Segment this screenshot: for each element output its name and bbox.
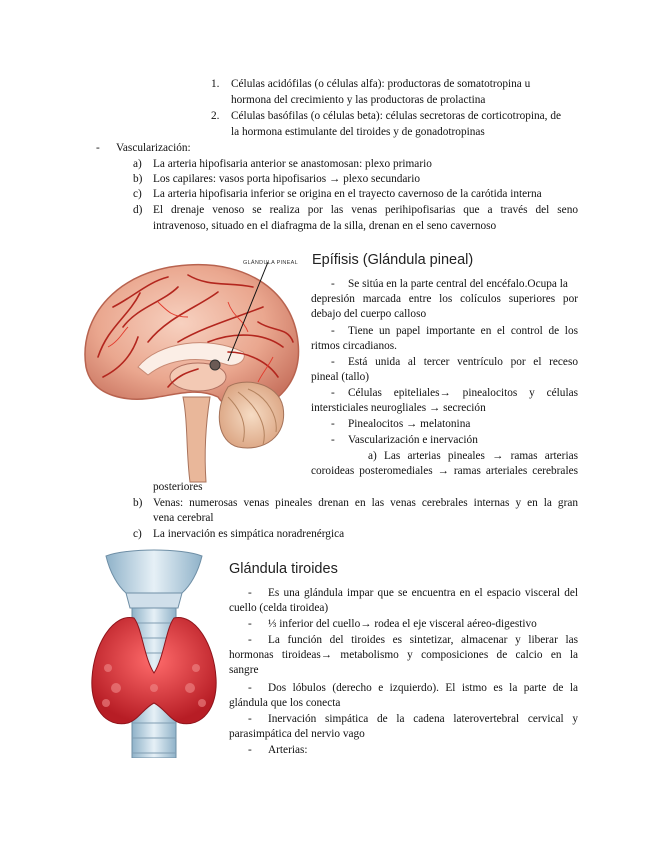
paragraph-line: glándula que los conecta [229, 697, 341, 709]
list-item-line: El drenaje venoso se realiza por las venas perihipofisarias que a través del seno [153, 204, 578, 216]
paragraph-line: a) Las arterias pineales → ramas arterias [368, 450, 578, 462]
section-title: Vascularización: [116, 142, 191, 154]
paragraph-line: Pinealocitos → melatonina [348, 418, 471, 430]
paragraph-line: posteriores [153, 481, 203, 493]
paragraph-line: ritmos circadianos. [311, 340, 397, 352]
paragraph-line: Inervación simpática de la cadena laterovertebral cervical y [268, 713, 578, 725]
list-item-text: La inervación es simpática noradrenérgica [153, 528, 345, 540]
bullet-dash: - [248, 713, 252, 725]
list-marker: b) [133, 173, 143, 185]
list-item-text: Los capilares: vasos porta hipofisarios → plexo secundario [153, 173, 420, 185]
list-item-line: vena cerebral [153, 512, 214, 524]
paragraph-line: Tiene un papel importante en el control de los [348, 325, 578, 337]
paragraph-line: Está unida al tercer ventrículo por el receso [348, 356, 578, 368]
list-item-line: intravenoso, situado en el diafragma de la silla, drenan en el seno cavernoso [153, 220, 497, 232]
image-label: GLÁNDULA PINEAL [243, 260, 298, 266]
paragraph-line: Células epiteliales→ pinealocitos y células [348, 387, 578, 399]
brain-illustration [78, 247, 308, 487]
paragraph-line: ⅓ inferior del cuello→ rodea el eje visceral aéreo-digestivo [268, 618, 537, 630]
thyroid-image [86, 548, 222, 758]
list-marker: d) [133, 204, 143, 216]
bullet-dash: - [96, 142, 100, 154]
list-item-text: La arteria hipofisaria inferior se origina en el trayecto cavernoso de la carótida interna [153, 188, 542, 200]
bullet-dash: - [248, 587, 252, 599]
section-heading: Epífisis (Glándula pineal) [312, 252, 474, 268]
list-item-line: la hormona estimulante del tiroides y de gonadotropinas [231, 126, 485, 138]
bullet-dash: - [248, 618, 252, 630]
list-item-line: Células basófilas (o células beta): células secretoras de corticotropina, de [231, 110, 561, 122]
list-item-line: Células acidófilas (o células alfa): productoras de somatotropina u [231, 78, 531, 90]
paragraph-line: pineal (tallo) [311, 371, 370, 383]
paragraph-line: cuello (celda tiroidea) [229, 602, 329, 614]
thyroid-illustration [86, 548, 222, 758]
brain-image [78, 247, 308, 487]
bullet-dash: - [331, 418, 335, 430]
list-item-text: La arteria hipofisaria anterior se anastomosan: plexo primario [153, 158, 432, 170]
list-marker: c) [133, 528, 142, 540]
list-item-line: Venas: numerosas venas pineales drenan en las venas cerebrales internas y en la gran [153, 497, 578, 509]
bullet-dash: - [331, 278, 335, 290]
paragraph-line: Arterias: [268, 744, 308, 756]
paragraph-line: La función del tiroides es sintetizar, almacenar y liberar las [268, 634, 578, 646]
list-marker: b) [133, 497, 143, 509]
paragraph-line: Es una glándula impar que se encuentra en el espacio visceral del [268, 587, 578, 599]
list-marker: 2. [211, 110, 220, 122]
paragraph-line: sangre [229, 664, 259, 676]
paragraph-line: intersticiales neurogliales → secreción [311, 402, 486, 414]
bullet-dash: - [331, 434, 335, 446]
bullet-dash: - [331, 387, 335, 399]
paragraph-line: debajo del cuerpo calloso [311, 308, 427, 320]
bullet-dash: - [248, 744, 252, 756]
paragraph-line: parasimpática del nervio vago [229, 728, 365, 740]
paragraph-line: Vascularización e inervación [348, 434, 478, 446]
bullet-dash: - [331, 356, 335, 368]
list-marker: c) [133, 188, 142, 200]
bullet-dash: - [248, 682, 252, 694]
list-marker: a) [133, 158, 142, 170]
bullet-dash: - [248, 634, 252, 646]
paragraph-line: Dos lóbulos (derecho e izquierdo). El istmo es la parte de la [268, 682, 578, 694]
paragraph-line: hormonas tiroideas→ metabolismo y composiciones de calcio en la [229, 649, 578, 661]
paragraph-line: coroideas posteromediales → ramas arteriales cerebrales [311, 465, 578, 477]
list-item-line: hormona del crecimiento y las productoras de prolactina [231, 94, 486, 106]
bullet-dash: - [331, 325, 335, 337]
paragraph-line: Se sitúa en la parte central del encéfalo.Ocupa la [348, 278, 568, 290]
section-heading: Glándula tiroides [229, 561, 338, 577]
list-marker: 1. [211, 78, 220, 90]
paragraph-line: depresión marcada entre los colículos superiores por [311, 293, 578, 305]
